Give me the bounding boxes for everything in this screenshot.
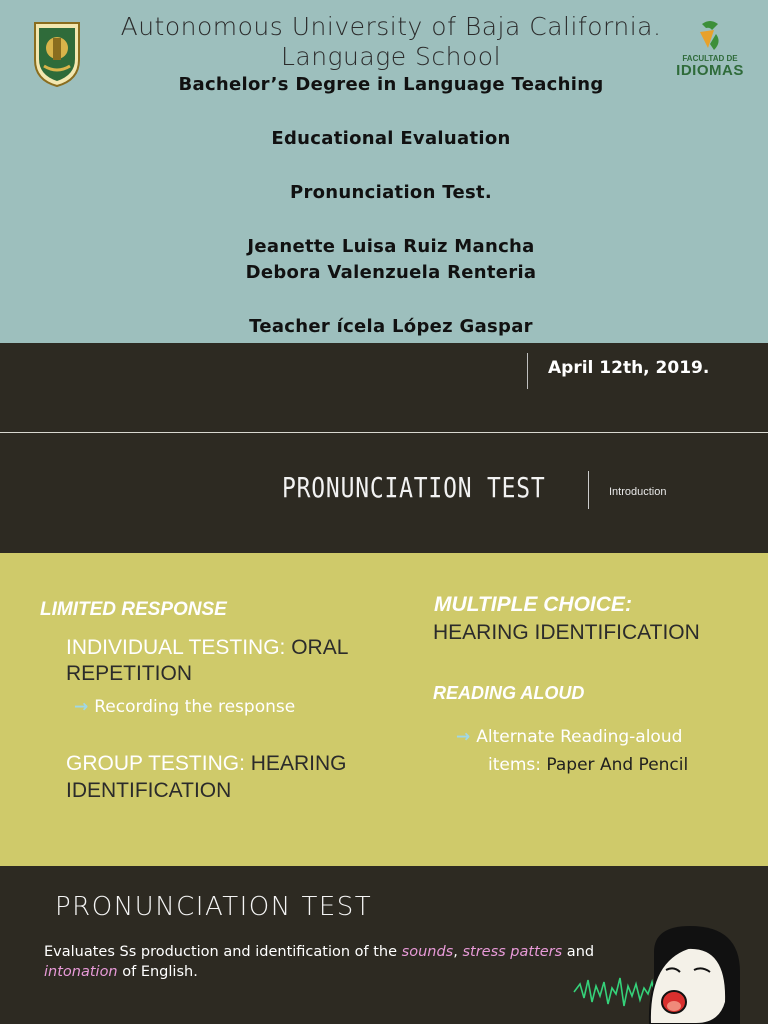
date-divider bbox=[527, 353, 528, 389]
arrow-right-icon: → bbox=[74, 697, 89, 717]
recording-text: Recording the response bbox=[94, 697, 296, 717]
group-testing-cont: IDENTIFICATION bbox=[66, 779, 232, 802]
hearing-identification: HEARING IDENTIFICATION bbox=[433, 621, 700, 644]
stress-highlight: stress patters bbox=[462, 944, 563, 960]
intro-subtitle: Introduction bbox=[609, 486, 667, 498]
desc-and: and bbox=[562, 944, 595, 960]
faculty-logo-line1: FACULTAD DE bbox=[682, 54, 738, 63]
teacher-name: Teacher ícela López Gaspar bbox=[249, 316, 533, 337]
individual-testing-value: ORAL bbox=[291, 636, 349, 659]
author-1: Jeanette Luisa Ruiz Mancha bbox=[247, 236, 535, 257]
items-label: items: bbox=[488, 755, 541, 775]
description-slide bbox=[0, 866, 768, 1024]
individual-testing bbox=[66, 634, 348, 661]
group-testing-label: GROUP TESTING: bbox=[66, 752, 245, 775]
faculty-logo-line2: IDIOMAS bbox=[676, 62, 744, 79]
description-title: PRONUNCIATION TEST bbox=[55, 892, 373, 922]
multiple-choice-heading: MULTIPLE CHOICE: bbox=[434, 593, 632, 616]
sounds-highlight: sounds bbox=[401, 944, 454, 960]
individual-testing-label: INDIVIDUAL TESTING: bbox=[66, 636, 286, 659]
types-slide bbox=[0, 553, 768, 866]
university-name: Autonomous University of Baja California. bbox=[120, 12, 662, 41]
individual-testing-cont: REPETITION bbox=[66, 662, 193, 685]
arrow-right-icon: → bbox=[456, 727, 471, 747]
intro-slide bbox=[0, 433, 768, 553]
school-name: Language School bbox=[280, 42, 502, 71]
desc-part1: Evaluates Ss production and identification of the bbox=[44, 944, 402, 960]
title-slide bbox=[0, 0, 768, 432]
alternate-bullet bbox=[456, 723, 682, 751]
speaking-face-icon bbox=[570, 922, 768, 1024]
intonation-highlight: intonation bbox=[44, 964, 118, 980]
alternate-bullet-cont bbox=[488, 751, 688, 779]
alternate-text: Alternate Reading-aloud bbox=[476, 727, 683, 747]
topic-name: Pronunciation Test. bbox=[289, 182, 493, 203]
author-2: Debora Valenzuela Renteria bbox=[245, 262, 537, 283]
desc-comma: , bbox=[453, 944, 463, 960]
course-name: Educational Evaluation bbox=[271, 128, 511, 149]
intro-title: PRONUNCIATION TEST bbox=[282, 471, 546, 504]
group-testing bbox=[66, 750, 346, 777]
group-testing-value: HEARING bbox=[250, 752, 347, 775]
degree-name: Bachelor’s Degree in Language Teaching bbox=[178, 74, 604, 95]
intro-divider bbox=[588, 471, 589, 509]
desc-part2: of English. bbox=[117, 964, 198, 980]
paper-pencil: Paper And Pencil bbox=[546, 755, 689, 775]
limited-response-heading: LIMITED RESPONSE bbox=[40, 599, 227, 620]
description-text bbox=[44, 942, 634, 982]
presentation-date: April 12th, 2019. bbox=[548, 358, 710, 378]
reading-aloud-heading: READING ALOUD bbox=[433, 683, 585, 703]
recording-bullet bbox=[74, 693, 295, 721]
